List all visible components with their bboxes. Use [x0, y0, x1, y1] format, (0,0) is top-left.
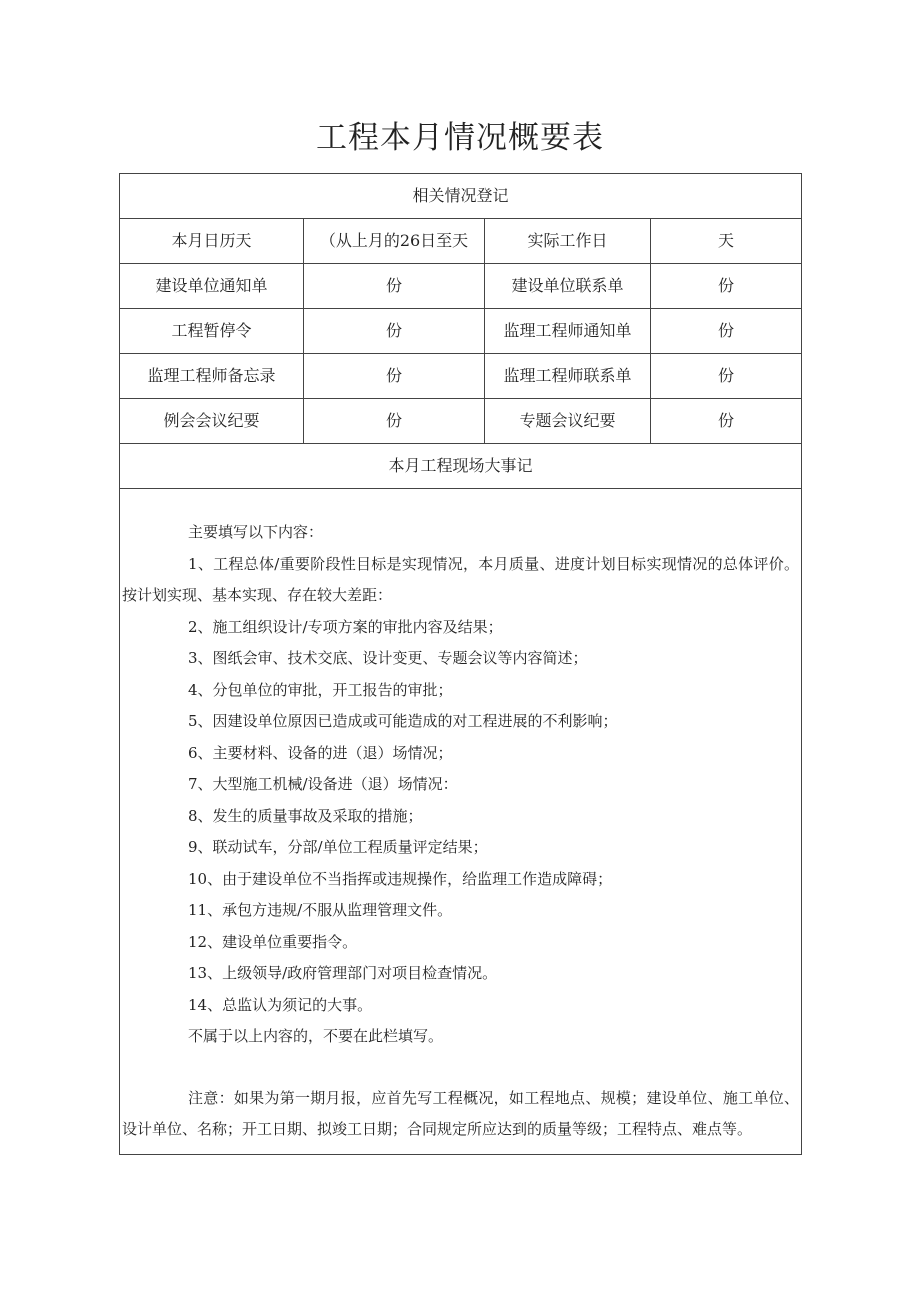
- value-engineer-contact: 份: [651, 354, 802, 399]
- list-item: 6、主要材料、设备的进（退）场情况；: [188, 743, 453, 762]
- label-suspension-order: 工程暂停令: [120, 309, 304, 354]
- table-row: [120, 354, 802, 399]
- value-regular-minutes: 份: [304, 399, 485, 444]
- value-owner-contact: 份: [651, 264, 802, 309]
- spacer: [122, 1053, 799, 1083]
- value-topic-minutes: 份: [651, 399, 802, 444]
- list-item: 8、发生的质量事故及采取的措施；: [188, 806, 423, 825]
- value-owner-notice: 份: [304, 264, 485, 309]
- list-item: 1、工程总体/重要阶段性目标是实现情况，本月质量、进度计划目标实现情况的总体评价。按计划实现、基本实现、存在较大差距：: [122, 554, 800, 604]
- list-item: 5、因建设单位原因已造成或可能造成的对工程进展的不利影响；: [188, 712, 618, 730]
- list-item: 3、图纸会审、技术交底、设计变更、专题会议等内容简述；: [188, 649, 588, 667]
- label-engineer-memo: 监理工程师备忘录: [120, 354, 304, 399]
- list-item: 10、由于建设单位不当指挥或违规操作，给监理工作造成障碍；: [188, 869, 613, 888]
- page-title: 工程本月情况概要表: [316, 120, 604, 156]
- label-owner-contact: 建设单位联系单: [485, 264, 651, 309]
- value-engineer-memo: 份: [304, 354, 485, 399]
- table-row: [120, 219, 802, 264]
- events-outro: 不属于以上内容的，不要在此栏填写。: [188, 1027, 444, 1045]
- label-engineer-contact: 监理工程师联系单: [485, 354, 651, 399]
- list-item: 9、联动试车，分部/单位工程质量评定结果；: [188, 838, 488, 856]
- label-working-days: 实际工作日: [485, 219, 651, 264]
- list-item: 12、建设单位重要指令。: [188, 932, 358, 951]
- events-note: 注意：如果为第一期月报，应首先写工程概况，如工程地点、规模；建设单位、施工单位、设计单位、名称；开工日期、拟竣工日期；合同规定所应达到的质量等级；工程特点、难点等。: [122, 1088, 800, 1138]
- section-header-registration: 相关情况登记: [120, 174, 802, 219]
- label-regular-minutes: 例会会议纪要: [120, 399, 304, 444]
- value-engineer-notice: 份: [651, 309, 802, 354]
- list-item: 13、上级领导/政府管理部门对项目检查情况。: [188, 964, 498, 982]
- label-topic-minutes: 专题会议纪要: [485, 399, 651, 444]
- list-item: 7、大型施工机械/设备进（退）场情况：: [188, 775, 458, 793]
- label-calendar-days: 本月日历天: [120, 219, 304, 264]
- value-suspension-order: 份: [304, 309, 485, 354]
- list-item: 2、施工组织设计/专项方案的审批内容及结果；: [188, 617, 503, 636]
- list-item: 11、承包方违规/不服从监理管理文件。: [188, 901, 453, 919]
- table-row: [120, 399, 802, 444]
- table-row: [120, 309, 802, 354]
- value-calendar-days: （从上月的26日至天: [304, 219, 485, 264]
- summary-table: [119, 173, 802, 1155]
- events-intro: 主要填写以下内容：: [188, 523, 324, 541]
- label-engineer-notice: 监理工程师通知单: [485, 309, 651, 354]
- section-header-events: 本月工程现场大事记: [120, 444, 802, 489]
- list-item: 14、总监认为须记的大事。: [188, 995, 373, 1014]
- table-row: [120, 264, 802, 309]
- label-owner-notice: 建设单位通知单: [120, 264, 304, 309]
- value-working-days: 天: [651, 219, 802, 264]
- list-item: 4、分包单位的审批，开工报告的审批；: [188, 680, 453, 699]
- events-body: [120, 489, 802, 1155]
